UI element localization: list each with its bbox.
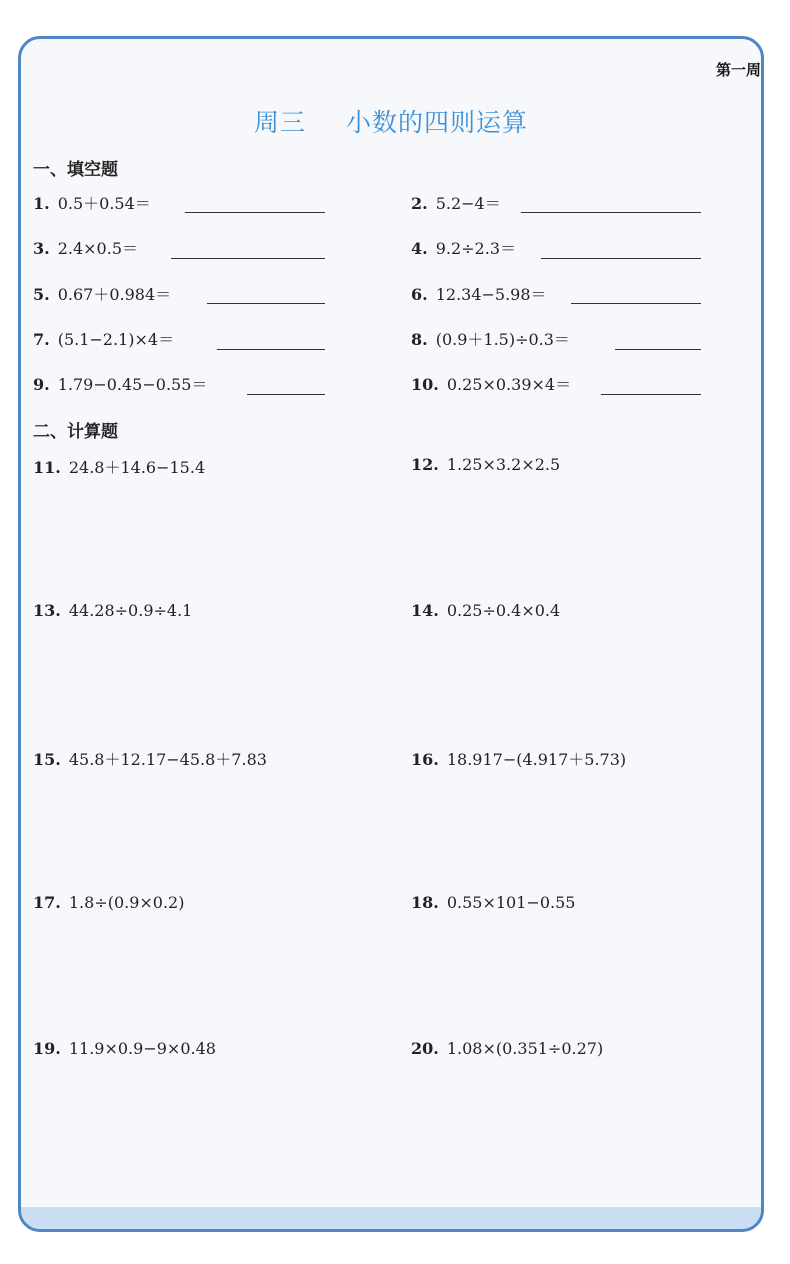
answer-blank-5[interactable]: [207, 303, 325, 304]
page-title: [21, 103, 761, 139]
problem-3: 3. 2.4×0.5＝: [33, 239, 139, 258]
answer-blank-2[interactable]: [521, 212, 701, 213]
worksheet-page: [18, 36, 764, 1232]
problem-13: 13. 44.28÷0.9÷4.1: [33, 601, 193, 620]
problem-5: 5. 0.67＋0.984＝: [33, 285, 172, 304]
problem-6: 6. 12.34−5.98＝: [411, 285, 547, 304]
problem-18: 18. 0.55×101−0.55: [411, 893, 576, 912]
problem-19: 19. 11.9×0.9−9×0.48: [33, 1039, 216, 1058]
answer-blank-7[interactable]: [217, 349, 325, 350]
problem-4: 4. 9.2÷2.3＝: [411, 239, 517, 258]
answer-blank-4[interactable]: [541, 258, 701, 259]
problem-20: 20. 1.08×(0.351÷0.27): [411, 1039, 604, 1058]
answer-blank-3[interactable]: [171, 258, 325, 259]
answer-blank-9[interactable]: [247, 394, 325, 395]
problem-9: 9. 1.79−0.45−0.55＝: [33, 375, 208, 394]
answer-blank-6[interactable]: [571, 303, 701, 304]
problem-11: 11. 24.8＋14.6−15.4: [33, 458, 206, 477]
answer-blank-10[interactable]: [601, 394, 701, 395]
problem-16: 16. 18.917−(4.917＋5.73): [411, 750, 627, 769]
problem-2: 2. 5.2−4＝: [411, 194, 501, 213]
problem-15: 15. 45.8＋12.17−45.8＋7.83: [33, 750, 267, 769]
problem-14: 14. 0.25÷0.4×0.4: [411, 601, 561, 620]
problem-1: 1. 0.5＋0.54＝: [33, 194, 151, 213]
problem-8: 8. (0.9＋1.5)÷0.3＝: [411, 330, 570, 349]
problem-12: 12. 1.25×3.2×2.5: [411, 455, 561, 474]
bottom-band: [21, 1207, 761, 1229]
problem-7: 7. (5.1−2.1)×4＝: [33, 330, 175, 349]
week-tag: 第一周: [715, 61, 761, 79]
answer-blank-1[interactable]: [185, 212, 325, 213]
problem-10: 10. 0.25×0.39×4＝: [411, 375, 572, 394]
title-topic: 小数的四则运算: [345, 108, 528, 137]
section-heading-fill-blank: 一、填空题: [33, 160, 118, 180]
answer-blank-8[interactable]: [615, 349, 701, 350]
section-heading-calc: 二、计算题: [33, 422, 118, 442]
problem-17: 17. 1.8÷(0.9×0.2): [33, 893, 185, 912]
title-day: 周三: [254, 108, 307, 137]
